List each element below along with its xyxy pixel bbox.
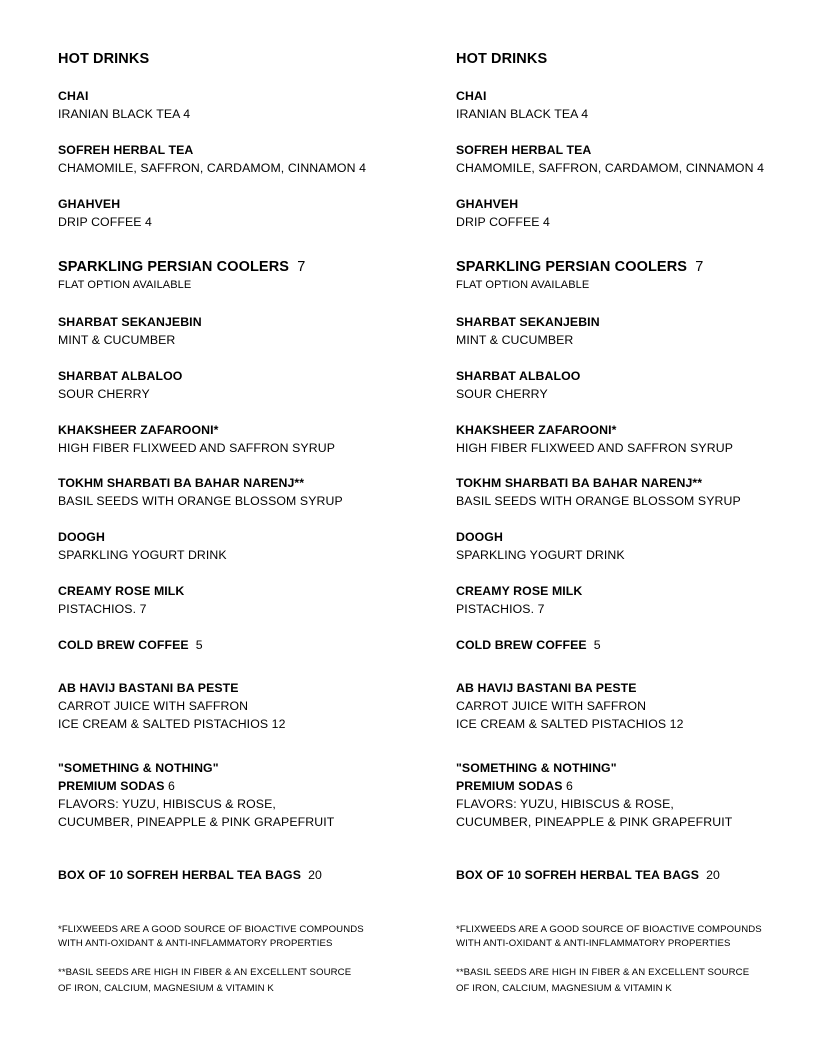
item-desc: [58, 387, 150, 401]
footnote-flixweed-text: *FLIXWEEDS ARE A GOOD SOURCE OF BIOACTIVE COMPOUNDS: [58, 924, 364, 935]
item-name-text: CHAI: [58, 89, 89, 103]
item-desc: [456, 717, 684, 731]
item-name-text: SHARBAT SEKANJEBIN: [456, 315, 600, 329]
sodas-title: [456, 761, 617, 775]
price: 5: [195, 638, 203, 652]
item-name: [58, 530, 105, 544]
price: 7: [297, 259, 306, 275]
item-desc: [456, 602, 545, 616]
item-name: [58, 143, 193, 157]
item-name: [58, 476, 304, 490]
item-name: [58, 584, 184, 598]
item-name-text: SOFREH HERBAL TEA: [456, 143, 592, 157]
section-note-text: FLAT OPTION AVAILABLE: [456, 279, 590, 291]
item-desc: [58, 699, 248, 713]
footnote-basil-text: **BASIL SEEDS ARE HIGH IN FIBER & AN EXCELLENT SOURCE: [58, 967, 352, 978]
item-desc-text: DRIP COFFEE 4: [456, 215, 551, 229]
item-name-ab-havij: [456, 681, 637, 695]
footnote-flixweed-text: WITH ANTI-OXIDANT & ANTI-INFLAMMATORY PROPERTIES: [58, 938, 333, 949]
item-desc: [58, 107, 190, 121]
item-desc: [58, 602, 147, 616]
item-desc: [456, 333, 573, 347]
item-name-text: SHARBAT SEKANJEBIN: [58, 315, 202, 329]
item-desc-text: IRANIAN BLACK TEA 4: [58, 107, 191, 121]
section-heading-coolers: [58, 259, 305, 276]
section-heading-coolers-text: SPARKLING PERSIAN COOLERS: [58, 259, 290, 275]
item-name: [456, 197, 518, 211]
item-name: [456, 530, 503, 544]
item-desc-text: CUCUMBER, PINEAPPLE & PINK GRAPEFRUIT: [456, 815, 733, 829]
item-name-ab-havij-text: AB HAVIJ BASTANI BA PESTE: [456, 681, 637, 695]
price: 20: [706, 868, 720, 882]
item-name: [456, 143, 591, 157]
item-name-text: GHAHVEH: [456, 197, 519, 211]
item-desc: [456, 699, 646, 713]
item-name-text: DOOGH: [58, 530, 105, 544]
item-name: [456, 315, 600, 329]
section-heading-coolers: [456, 259, 703, 276]
price: 20: [308, 868, 322, 882]
price: 6: [168, 779, 175, 793]
item-desc-text: CHAMOMILE, SAFFRON, CARDAMOM, CINNAMON 4: [456, 161, 765, 175]
footnote-flixweed: [58, 938, 333, 950]
footnote-basil-text: OF IRON, CALCIUM, MAGNESIUM & VITAMIN K: [58, 983, 274, 994]
item-name-text: SOFREH HERBAL TEA: [58, 143, 194, 157]
item-desc-text: SPARKLING YOGURT DRINK: [456, 548, 625, 562]
item-name-text: CREAMY ROSE MILK: [456, 584, 583, 598]
item-name-sodas-text: PREMIUM SODAS: [58, 779, 165, 793]
item-name: [58, 197, 120, 211]
item-name-cold-brew-text: COLD BREW COFFEE: [58, 638, 189, 652]
section-heading-hot-drinks-text: HOT DRINKS: [58, 51, 150, 67]
item-desc: [58, 215, 152, 229]
item-desc-text: BASIL SEEDS WITH ORANGE BLOSSOM SYRUP: [58, 494, 343, 508]
item-name-text: CHAI: [456, 89, 487, 103]
item-name-text: SHARBAT ALBALOO: [58, 369, 183, 383]
item-desc-text: CHAMOMILE, SAFFRON, CARDAMOM, CINNAMON 4: [58, 161, 367, 175]
footnote-basil: [58, 967, 351, 979]
item-name-text: GHAHVEH: [58, 197, 121, 211]
item-desc-text: CARROT JUICE WITH SAFFRON: [456, 699, 647, 713]
item-name-sodas: [456, 779, 573, 793]
item-desc-text: FLAVORS: YUZU, HIBISCUS & ROSE,: [58, 797, 276, 811]
item-desc-text: HIGH FIBER FLIXWEED AND SAFFRON SYRUP: [58, 441, 335, 455]
item-name-sodas: [58, 779, 175, 793]
footnote-flixweed: [58, 924, 364, 936]
item-name: [456, 476, 702, 490]
item-name: [456, 369, 580, 383]
item-desc: [58, 797, 276, 811]
item-name-ab-havij-text: AB HAVIJ BASTANI BA PESTE: [58, 681, 239, 695]
item-name: [456, 584, 582, 598]
item-desc: [58, 161, 366, 175]
item-desc: [58, 494, 343, 508]
item-desc: [456, 215, 550, 229]
item-desc-text: BASIL SEEDS WITH ORANGE BLOSSOM SYRUP: [456, 494, 741, 508]
item-desc: [58, 815, 334, 829]
footnote-flixweed-text: *FLIXWEEDS ARE A GOOD SOURCE OF BIOACTIVE COMPOUNDS: [456, 924, 762, 935]
item-desc-text: CARROT JUICE WITH SAFFRON: [58, 699, 249, 713]
item-name: [58, 315, 202, 329]
footnote-basil-text: OF IRON, CALCIUM, MAGNESIUM & VITAMIN K: [456, 983, 672, 994]
section-note: [58, 279, 191, 291]
price: 7: [695, 259, 704, 275]
footnote-basil: [456, 967, 749, 979]
footnote-basil-text: **BASIL SEEDS ARE HIGH IN FIBER & AN EXCELLENT SOURCE: [456, 967, 750, 978]
section-heading-hot-drinks-text: HOT DRINKS: [456, 51, 548, 67]
menu-column-right: [456, 0, 816, 1056]
item-name: [58, 423, 219, 437]
item-name-tea-box-text: BOX OF 10 SOFREH HERBAL TEA BAGS: [456, 868, 700, 882]
item-name-tea-box: [456, 868, 720, 882]
item-desc-text: SPARKLING YOGURT DRINK: [58, 548, 227, 562]
item-desc-text: ICE CREAM & SALTED PISTACHIOS 12: [456, 717, 684, 731]
item-desc-text: MINT & CUCUMBER: [456, 333, 574, 347]
sodas-title-text: "SOMETHING & NOTHING": [58, 761, 219, 775]
item-name-text: SHARBAT ALBALOO: [456, 369, 581, 383]
item-desc-text: HIGH FIBER FLIXWEED AND SAFFRON SYRUP: [456, 441, 733, 455]
footnote-flixweed-text: WITH ANTI-OXIDANT & ANTI-INFLAMMATORY PROPERTIES: [456, 938, 731, 949]
item-desc: [58, 333, 175, 347]
item-desc: [456, 815, 732, 829]
item-desc: [58, 717, 286, 731]
price: 5: [593, 638, 601, 652]
item-desc: [456, 387, 548, 401]
item-name-cold-brew-text: COLD BREW COFFEE: [456, 638, 587, 652]
item-name-tea-box: [58, 868, 322, 882]
item-desc-text: DRIP COFFEE 4: [58, 215, 153, 229]
item-desc-text: PISTACHIOS. 7: [456, 602, 545, 616]
menu-column-left: [58, 0, 438, 1056]
item-desc: [456, 441, 733, 455]
item-name-text: TOKHM SHARBATI BA BAHAR NARENJ**: [58, 476, 305, 490]
item-name-cold-brew: [456, 638, 601, 652]
item-name: [456, 89, 486, 103]
item-name-tea-box-text: BOX OF 10 SOFREH HERBAL TEA BAGS: [58, 868, 302, 882]
item-name-text: CREAMY ROSE MILK: [58, 584, 185, 598]
item-desc-text: FLAVORS: YUZU, HIBISCUS & ROSE,: [456, 797, 674, 811]
item-name-ab-havij: [58, 681, 239, 695]
item-desc: [456, 797, 674, 811]
section-note: [456, 279, 589, 291]
section-heading-coolers-text: SPARKLING PERSIAN COOLERS: [456, 259, 688, 275]
item-desc-text: SOUR CHERRY: [58, 387, 150, 401]
item-desc-text: PISTACHIOS. 7: [58, 602, 147, 616]
item-desc: [58, 441, 335, 455]
item-name-text: DOOGH: [456, 530, 503, 544]
sodas-title-text: "SOMETHING & NOTHING": [456, 761, 617, 775]
section-heading-hot-drinks: [58, 51, 149, 68]
item-desc-text: MINT & CUCUMBER: [58, 333, 176, 347]
item-name-sodas-text: PREMIUM SODAS: [456, 779, 563, 793]
item-name-text: KHAKSHEER ZAFAROONI*: [456, 423, 617, 437]
section-heading-hot-drinks: [456, 51, 547, 68]
item-name-text: TOKHM SHARBATI BA BAHAR NARENJ**: [456, 476, 703, 490]
price: 6: [566, 779, 573, 793]
item-name: [456, 423, 617, 437]
item-desc: [456, 107, 588, 121]
footnote-flixweed: [456, 924, 762, 936]
item-desc: [456, 161, 764, 175]
item-desc-text: ICE CREAM & SALTED PISTACHIOS 12: [58, 717, 286, 731]
item-desc: [456, 494, 741, 508]
sodas-title: [58, 761, 219, 775]
item-name-text: KHAKSHEER ZAFAROONI*: [58, 423, 219, 437]
item-desc-text: CUCUMBER, PINEAPPLE & PINK GRAPEFRUIT: [58, 815, 335, 829]
item-name: [58, 89, 88, 103]
item-desc: [456, 548, 625, 562]
footnote-basil: [58, 983, 274, 995]
item-desc-text: SOUR CHERRY: [456, 387, 548, 401]
item-name: [58, 369, 182, 383]
item-desc-text: IRANIAN BLACK TEA 4: [456, 107, 589, 121]
item-name-cold-brew: [58, 638, 203, 652]
footnote-flixweed: [456, 938, 731, 950]
footnote-basil: [456, 983, 672, 995]
item-desc: [58, 548, 227, 562]
section-note-text: FLAT OPTION AVAILABLE: [58, 279, 192, 291]
